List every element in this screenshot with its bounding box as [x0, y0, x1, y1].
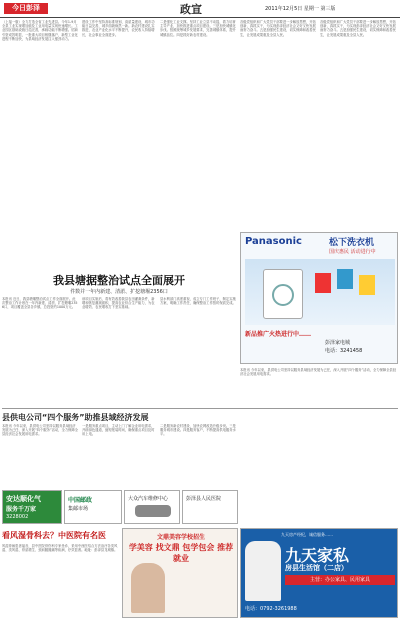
clothing-icon: [315, 273, 331, 293]
ad-title: 安达顺化气: [6, 495, 41, 503]
date-line: [265, 5, 335, 12]
ad-phone: 电话：0792-3261988: [245, 606, 297, 612]
store-name: 彭泽家电城: [325, 340, 351, 346]
gas-ad: [2, 490, 62, 524]
page-number: 第三版: [320, 6, 336, 12]
ad-subtitle: 服务千万家: [6, 506, 37, 513]
article-column-1: （上接一版）全力打造全省工业先进县。今年1-9月全县工业实现增加值及工业用电量实现快速增长。工业园区基础设施日趋完善，承载功能不断增强。招商引资成效明显，一批重大项目相继落户，新型工业化进程不断加快，为县域经济发展注入强劲动力。: [2, 20, 78, 41]
washer-door-icon: [272, 284, 294, 306]
mid-column-3: 县水利部门高度重视，成立专门工作班子，制定实施方案，明确工作责任，确保整治工作按时保质完成。: [160, 297, 236, 306]
ad-promo: 国庆惠民 活动进行中: [329, 249, 376, 255]
panasonic-ad: [240, 232, 398, 364]
ad-title: 大众汽车维修中心: [128, 496, 169, 502]
masthead: [0, 0, 400, 18]
ad-phone: 3228002: [6, 514, 29, 520]
washing-machine-image: [245, 259, 395, 325]
section-title: 政宣: [180, 3, 202, 16]
divider: [2, 408, 398, 409]
ad-footer: 新品推广火热进行中……: [245, 331, 312, 338]
article-headline: 县供电公司“四个服务”助推县域经济发展: [2, 413, 149, 422]
issue-date: 2011年12月5日 星期一: [265, 6, 319, 12]
washer-icon: [263, 269, 303, 319]
store-phone: 电话：3241458: [325, 348, 363, 354]
person-photo: [245, 541, 281, 601]
ad-tagline: 松下洗衣机: [329, 238, 375, 248]
post-ad: [64, 490, 122, 524]
ad-slogan: 九天房产经纪，诚信服务……: [281, 532, 333, 537]
car-icon: [135, 505, 171, 517]
ad-tagline: 主营：办公家具、民用家具: [285, 575, 395, 585]
article-column-3: 二是强化工业支撑。坚持工业立县不动摇，着力培育主导产业，加快推进重点项目建设。三是加快城镇化步伐。按照统筹城乡发展要求，完善城镇体系，提升城镇品位。四是抓好新农村建设。: [160, 20, 236, 37]
hospital-ad: [182, 490, 238, 524]
article-column-5: 各级党组织和广大党员干部要进一步解放思想，开拓创新，真抓实干，为实现彭泽经济社会又好又快发展而努力奋斗。五是加强民生建设，切实保障和改善民生，让发展成果惠及全县人民。: [320, 20, 396, 37]
brand-name: Panasonic: [245, 236, 302, 247]
ad-title: 中国邮政: [68, 497, 93, 504]
low-column-3: 二是服务新农村建设，加快农网改造升级步伐。三是服务城市建设。四是服务客户，不断提高供电服务水平。: [160, 424, 236, 437]
mid-column-2: 该项目实施后，将有效改善我县农田灌溉条件，新增和恢复灌溉面积，提高农业综合生产能力，为农业增效、农民增收打下坚实基础。: [82, 297, 155, 310]
school-ad: [122, 528, 238, 618]
ad-subtitle: 集邮市场: [68, 506, 89, 512]
right-brief: 本报讯 今年以来，县供电公司坚持以服务县域经济发展为己任，深入开展“四个服务”活动，全力保障全县经济社会发展用电需求。: [240, 368, 397, 377]
ad-headline: 文鼎美容学校招生: [156, 534, 205, 541]
ad-title: 彭泽县人民医院: [186, 496, 222, 502]
article-subhead: 件数并一年内新建、清淤、扩挖塘堰2356口: [70, 289, 168, 295]
furniture-ad: [240, 528, 398, 618]
car-repair-ad: [124, 490, 180, 524]
ad-body: 学美容 找文鼎 包学包会 推荐就业: [128, 543, 234, 563]
person-photo: [131, 563, 165, 613]
article-headline: 我县塘据整治试点全面展开: [53, 274, 185, 287]
article-column-2: 建设工作中坚持高标准规划、高质量建设，城市功能日益完善，城乡面貌焕然一新。新农村建设扎实推进，农业产业化水平不断提升，农民收入持续增长，社会事业全面进步。: [82, 20, 155, 37]
low-column-2: 一是服务重点项目，主动上门了解企业用电需求，开辟绿色通道，缩短报装时间，确保重点项目及时用上电。: [82, 424, 155, 437]
ad-subtitle: 房县生活馆（二店）: [285, 564, 348, 572]
clothing-icon: [337, 269, 353, 289]
bottom-headline: 看风湿骨科去？中医院有名医: [2, 531, 106, 540]
bottom-body: 风湿骨病患者福音，县中医院骨伤科专家坐诊，采用中西医结合方法治疗各类风湿、类风湿、骨质增生、颈肩腰腿痛等疾病，疗效显著。地址：彭泽县龙城镇。: [2, 544, 118, 553]
low-column-1: 本报讯 今年以来，县供电公司坚持以服务县域经济发展为己任，深入开展“四个服务”活动，全力保障全县经济社会发展用电需求。: [2, 424, 78, 437]
clothing-icon: [359, 275, 375, 295]
article-column-4: 各级党组织和广大党员干部要进一步解放思想，开拓创新，真抓实干，为实现彭泽经济社会又好又快发展而努力奋斗。五是加强民生建设，切实保障和改善民生，让发展成果惠及全县人民。: [240, 20, 316, 37]
ad-title: 九天家私: [285, 546, 350, 565]
newspaper-logo: 今日彭泽: [4, 3, 48, 14]
mid-column-1: 本报讯 近日，我县塘堰整治试点工作全面展开。此次整治工作计划在一年内新建、清淤、扩挖塘堰2356口，项目覆盖全县各乡镇，总投资约1000万元。: [2, 297, 78, 310]
